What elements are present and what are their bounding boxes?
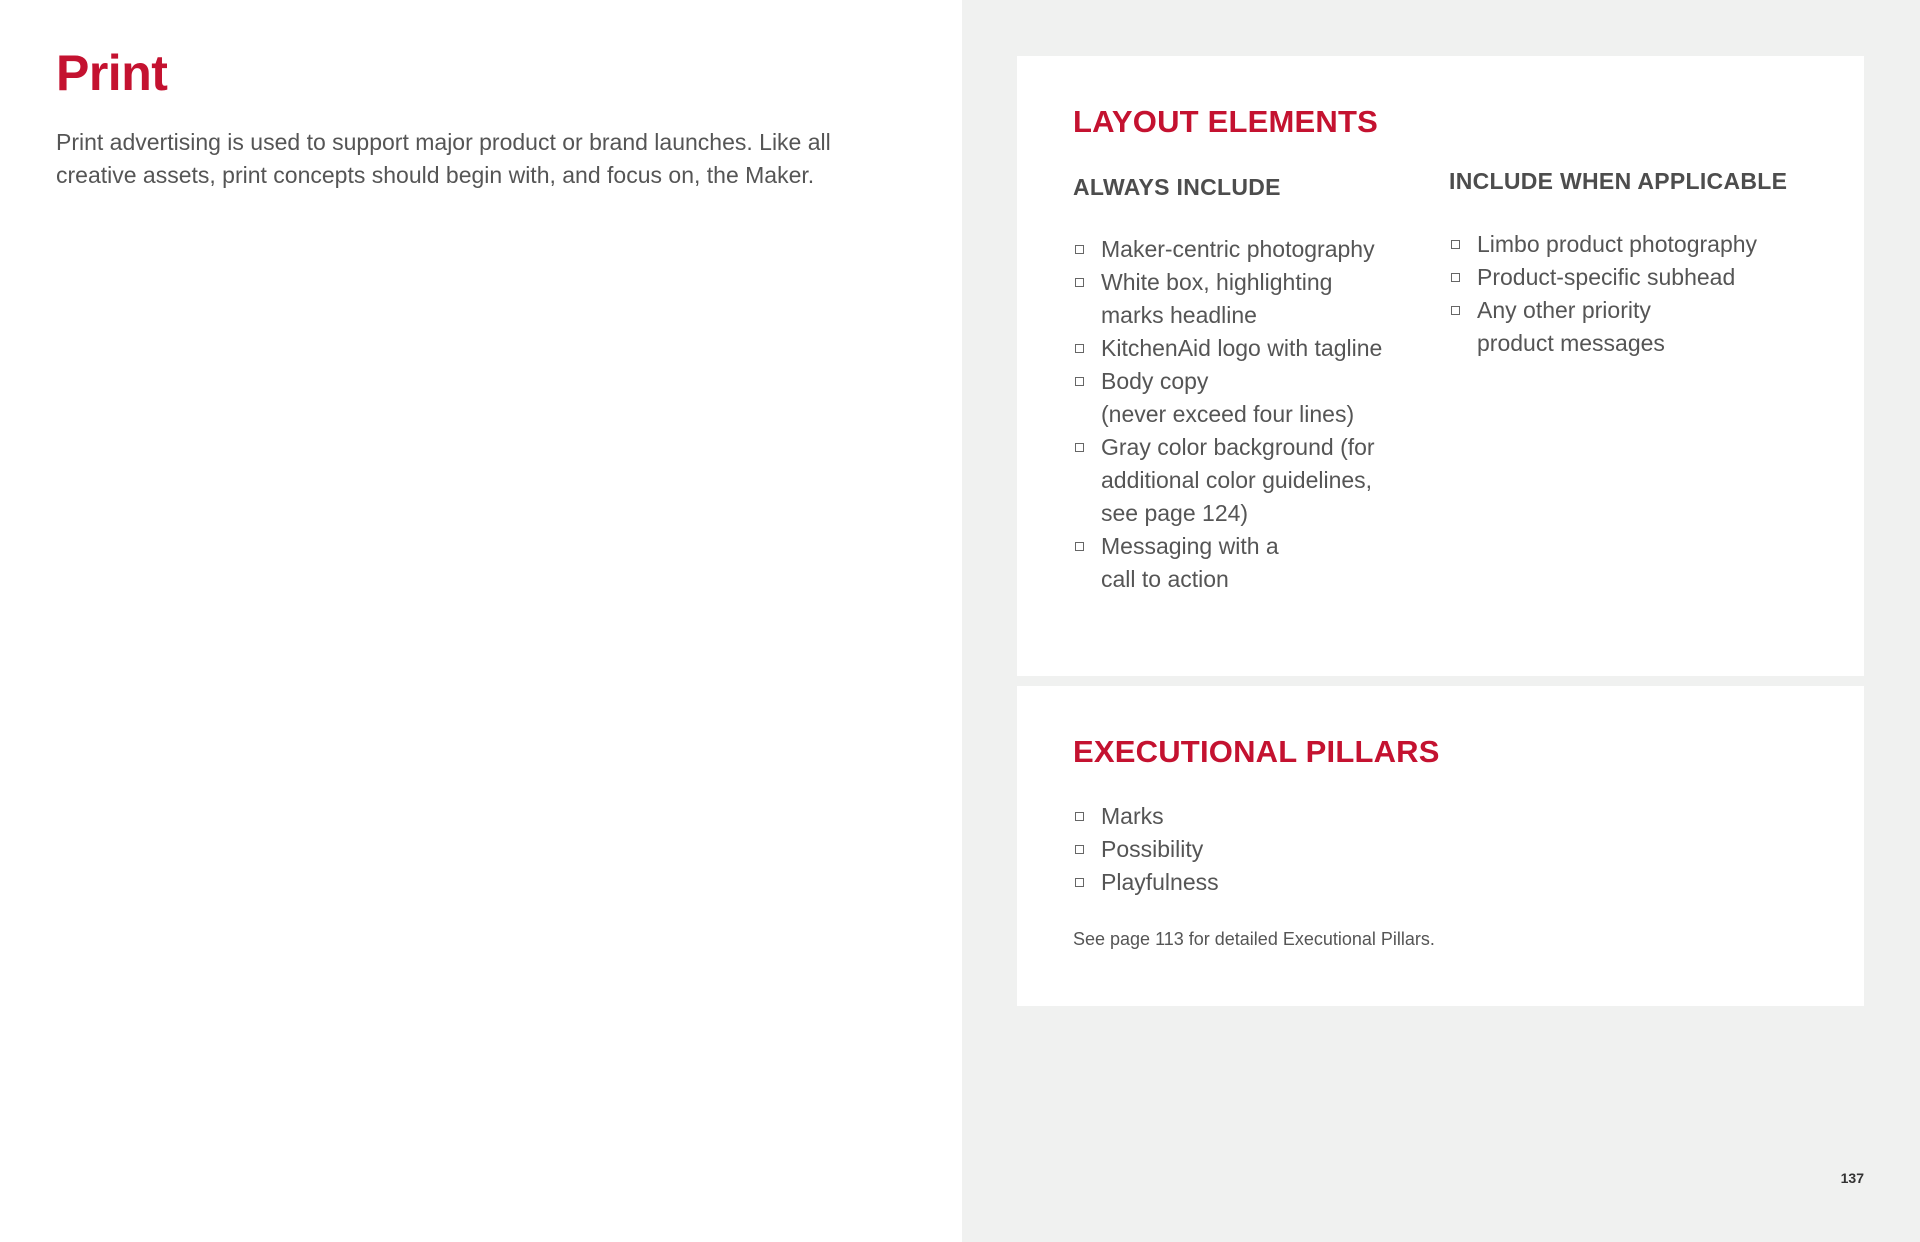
checkbox-square-icon — [1075, 542, 1084, 551]
checkbox-square-icon — [1451, 306, 1460, 315]
list-item — [1073, 530, 1433, 596]
list-item-line: KitchenAid logo with tagline — [1101, 335, 1383, 361]
list-item-line: additional color guidelines, — [1101, 467, 1373, 493]
list-item-line: Possibility — [1101, 836, 1204, 862]
intro-paragraph: Print advertising is used to support major product or brand launches. Like all creative assets, print concepts should begin with, and focus on, the Maker. — [56, 129, 831, 188]
always-include-heading: ALWAYS INCLUDE — [1073, 174, 1281, 200]
checkbox-square-icon — [1075, 344, 1084, 353]
list-item — [1073, 866, 1473, 899]
list-item-line: Maker-centric photography — [1101, 236, 1375, 262]
list-item-line: (never exceed four lines) — [1101, 401, 1355, 427]
list-item-line: Body copy — [1101, 368, 1209, 394]
list-item — [1073, 233, 1433, 266]
page-title: Print — [56, 45, 168, 101]
checkbox-square-icon — [1075, 878, 1084, 887]
list-item — [1073, 332, 1433, 365]
checkbox-square-icon — [1075, 845, 1084, 854]
checkbox-square-icon — [1451, 240, 1460, 249]
checkbox-square-icon — [1075, 377, 1084, 386]
list-item — [1073, 431, 1433, 530]
page-number: 137 — [1840, 1170, 1864, 1186]
list-item-line: Messaging with a — [1101, 533, 1279, 559]
list-item-line: Limbo product photography — [1477, 231, 1758, 257]
list-item — [1449, 261, 1829, 294]
list-item — [1073, 365, 1433, 431]
checkbox-square-icon — [1075, 278, 1084, 287]
layout-elements-card — [1017, 56, 1864, 676]
list-item — [1073, 266, 1433, 332]
list-item-line: Playfulness — [1101, 869, 1219, 895]
list-item-line: Any other priority — [1477, 297, 1651, 323]
layout-elements-title: LAYOUT ELEMENTS — [1073, 104, 1378, 139]
list-item-line: marks headline — [1101, 302, 1257, 328]
list-item-line: see page 124) — [1101, 500, 1249, 526]
checkbox-square-icon — [1451, 273, 1460, 282]
list-item — [1449, 228, 1829, 261]
right-page — [962, 0, 1920, 1242]
pillars-note: See page 113 for detailed Executional Pillars. — [1073, 929, 1435, 949]
executional-pillars-title: EXECUTIONAL PILLARS — [1073, 734, 1440, 769]
checkbox-square-icon — [1075, 443, 1084, 452]
list-item-line: Marks — [1101, 803, 1164, 829]
checkbox-square-icon — [1075, 245, 1084, 254]
checkbox-square-icon — [1075, 812, 1084, 821]
list-item — [1073, 833, 1473, 866]
executional-pillars-card — [1017, 686, 1864, 1006]
list-item-line: Gray color background (for — [1101, 434, 1375, 460]
list-item — [1073, 800, 1473, 833]
include-when-applicable-heading: INCLUDE WHEN APPLICABLE — [1449, 168, 1788, 194]
executional-pillars-list — [1073, 800, 1473, 899]
list-item-line: call to action — [1101, 566, 1229, 592]
always-include-list — [1073, 233, 1433, 596]
include-when-applicable-list — [1449, 228, 1829, 360]
list-item-line: Product-specific subhead — [1477, 264, 1736, 290]
list-item-line: product messages — [1477, 330, 1665, 356]
list-item — [1449, 294, 1829, 360]
list-item-line: White box, highlighting — [1101, 269, 1333, 295]
